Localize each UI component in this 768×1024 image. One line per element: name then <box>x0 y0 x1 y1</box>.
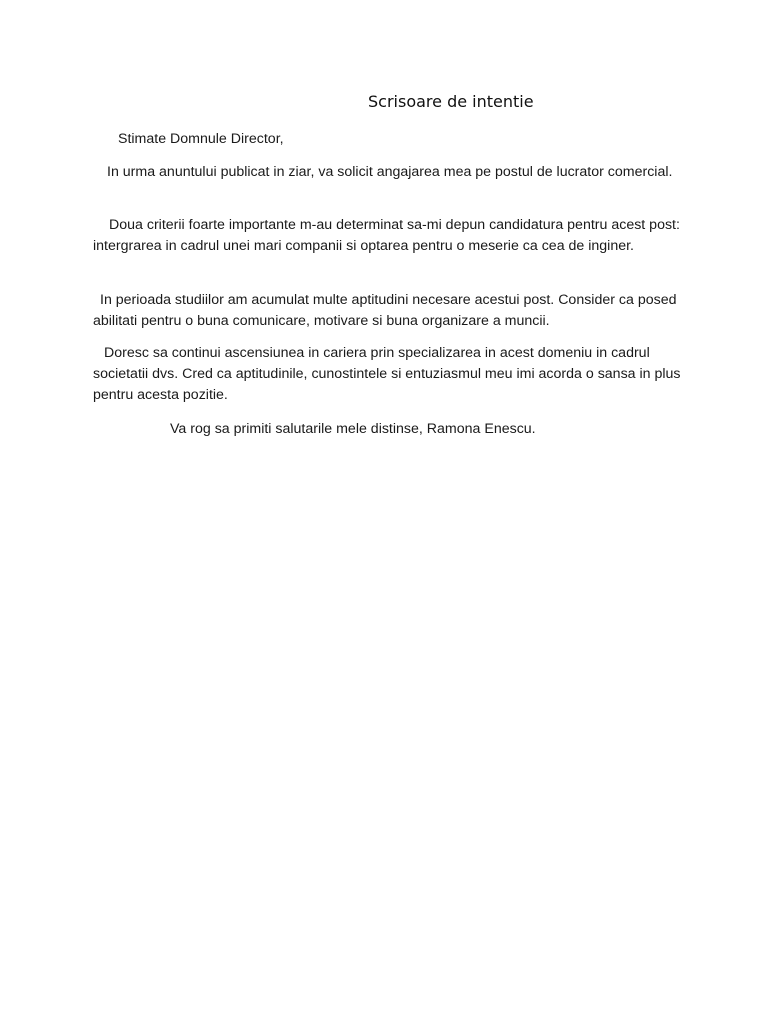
paragraph-3: In perioada studiilor am acumulat multe aptitudini necesare acestui post. Consider ca posed abilitati pentru o buna comunicare, motivare si buna organizare a muncii. <box>93 292 677 329</box>
paragraph-4: Doresc sa continui ascensiunea in cariera prin specializarea in acest domeniu in cadrul societatii dvs. Cred ca aptitudinile, cunostintele si entuziasmul meu imi acorda o sansa in plus pentru acesta pozitie. <box>93 345 681 403</box>
document-title: Scrisoare de intentie <box>368 92 534 111</box>
closing-signature: Va rog sa primiti salutarile mele distinse, Ramona Enescu. <box>170 421 536 437</box>
paragraph-1: In urma anuntului publicat in ziar, va solicit angajarea mea pe postul de lucrator comercial. <box>107 164 673 180</box>
greeting: Stimate Domnule Director, <box>118 131 284 147</box>
paragraph-2: Doua criterii foarte importante m-au determinat sa-mi depun candidatura pentru acest post: intergrarea in cadrul unei mari companii si optarea pentru o meserie ca cea de inginer. <box>93 217 680 254</box>
